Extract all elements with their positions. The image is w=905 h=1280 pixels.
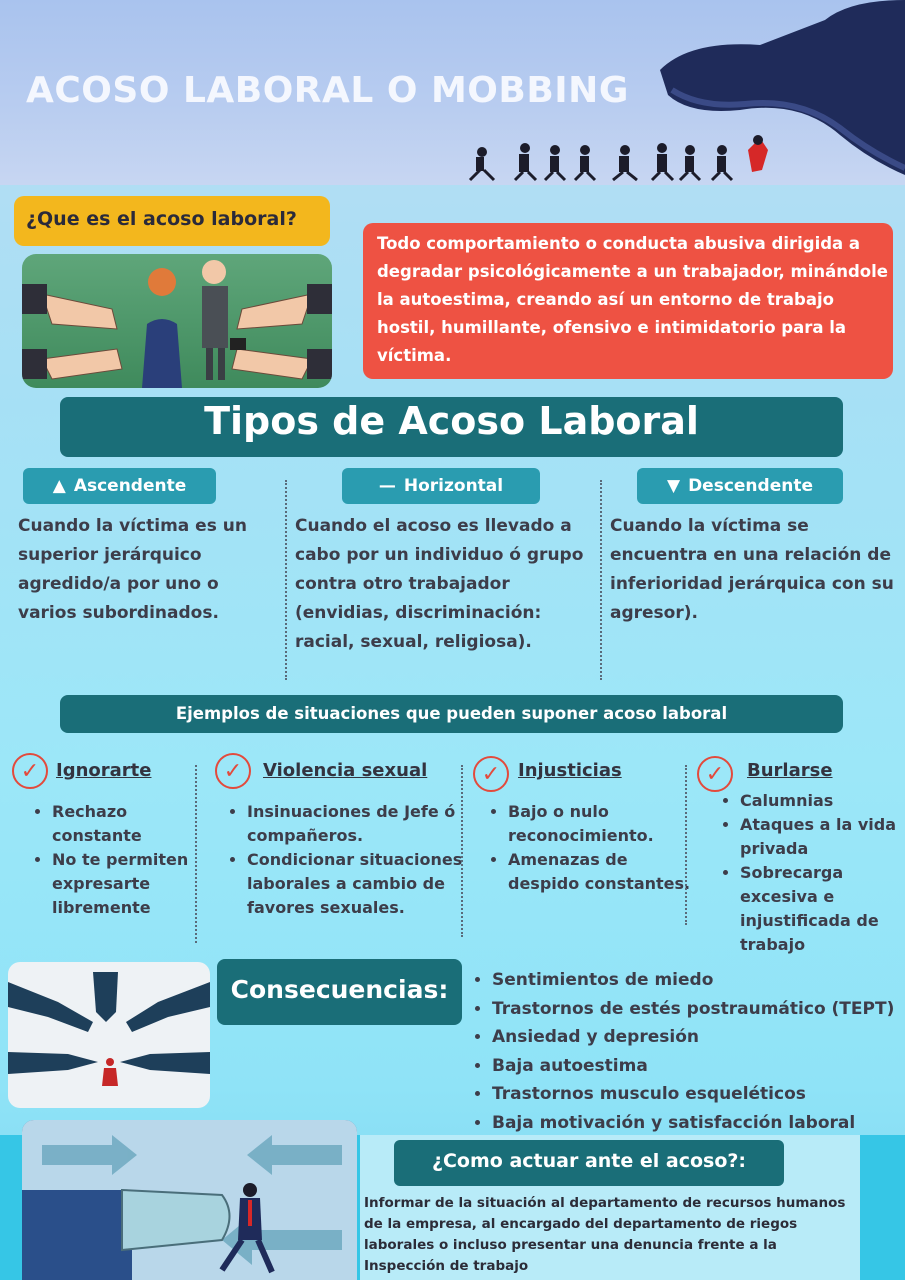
consequences-title: Consecuencias: — [230, 975, 449, 1004]
divider — [285, 480, 287, 680]
resisting-hand-image — [22, 1120, 357, 1280]
triangle-up-icon: ▲ — [52, 476, 66, 496]
action-illustration — [22, 1120, 357, 1280]
type-label: Descendente — [688, 476, 813, 496]
list-item: • Bajo o nulo reconocimiento. — [508, 800, 693, 848]
example-list-ignorarte — [32, 800, 202, 920]
list-item: • Trastornos musculo esqueléticos — [492, 1080, 894, 1109]
example-heading-ignorarte: Ignorarte — [56, 760, 152, 781]
divider — [195, 765, 197, 943]
check-icon: ✓ — [215, 753, 251, 789]
divider — [461, 765, 463, 937]
pointing-fingers-image — [8, 962, 210, 1108]
bullying-illustration — [22, 254, 332, 388]
list-item: • Sentimientos de miedo — [492, 966, 894, 995]
list-item: • Baja motivación y satisfacción laboral — [492, 1109, 894, 1138]
check-icon: ✓ — [12, 753, 48, 789]
action-text: Informar de la situación al departamento de recursos humanos de la empresa, al encargado del departamento de riegos laborales o incluso presentar una denuncia frente a la Inspección de trabajo — [364, 1195, 846, 1274]
list-item: • Condicionar situaciones laborales a cambio de favores sexuales. — [247, 848, 477, 920]
list-item: • Rechazo constante — [52, 800, 202, 848]
triangle-down-icon: ▼ — [666, 476, 681, 496]
page-title: ACOSO LABORAL O MOBBING — [26, 70, 629, 111]
question-label: ¿Que es el acoso laboral? — [26, 208, 297, 230]
header-banner — [0, 0, 905, 185]
check-icon: ✓ — [697, 756, 733, 792]
type-description-descendente: Cuando la víctima se encuentra en una relación de inferioridad jerárquica con su agresor). — [610, 516, 894, 623]
example-heading-burlarse: Burlarse — [747, 760, 833, 781]
example-list-burlarse — [720, 789, 905, 957]
list-item: • Trastornos de estés postraumático (TEPT) — [492, 995, 894, 1024]
dash-icon: — — [378, 476, 396, 496]
check-icon: ✓ — [473, 756, 509, 792]
list-item: • No te permiten expresarte libremente — [52, 848, 202, 920]
definition-text: Todo comportamiento o conducta abusiva dirigida a degradar psicológicamente a un trabajador, minándole la autoestima, creando así un entorno de trabajo hostil, humillante, ofensivo e intimidatorio para la víctima. — [377, 234, 888, 365]
type-description-ascendente: Cuando la víctima es un superior jerárquico agredido/a por uno o varios subordinados. — [18, 516, 247, 623]
divider — [685, 765, 687, 925]
examples-title: Ejemplos de situaciones que pueden suponer acoso laboral — [175, 704, 728, 723]
type-label: Ascendente — [73, 476, 187, 496]
types-title: Tipos de Acoso Laboral — [204, 399, 699, 443]
list-item: • Amenazas de despido constantes. — [508, 848, 693, 896]
type-description-horizontal: Cuando el acoso es llevado a cabo por un individuo ó grupo contra otro trabajador (envidias, discriminación: racial, sexual, religiosa). — [295, 516, 584, 652]
example-list-violencia — [227, 800, 477, 920]
list-item: • Baja autoestima — [492, 1052, 894, 1081]
divider — [600, 480, 602, 680]
example-list-injusticias — [488, 800, 693, 896]
list-item: • Insinuaciones de Jefe ó compañeros. — [247, 800, 477, 848]
type-label: Horizontal — [403, 476, 504, 496]
consequences-illustration — [8, 962, 210, 1108]
type-button-descendente — [637, 468, 843, 504]
consequences-list — [472, 966, 894, 1137]
example-heading-injusticias: Injusticias — [518, 760, 622, 781]
list-item: • Sobrecarga excesiva e injustificada de trabajo — [740, 861, 905, 957]
pointing-hands-image — [22, 254, 332, 388]
list-item: • Ansiedad y depresión — [492, 1023, 894, 1052]
list-item: • Ataques a la vida privada — [740, 813, 905, 861]
type-button-horizontal — [342, 468, 540, 504]
example-heading-violencia: Violencia sexual — [263, 760, 428, 781]
action-title: ¿Como actuar ante el acoso?: — [431, 1150, 747, 1172]
type-button-ascendente — [23, 468, 216, 504]
list-item: • Calumnias — [740, 789, 905, 813]
